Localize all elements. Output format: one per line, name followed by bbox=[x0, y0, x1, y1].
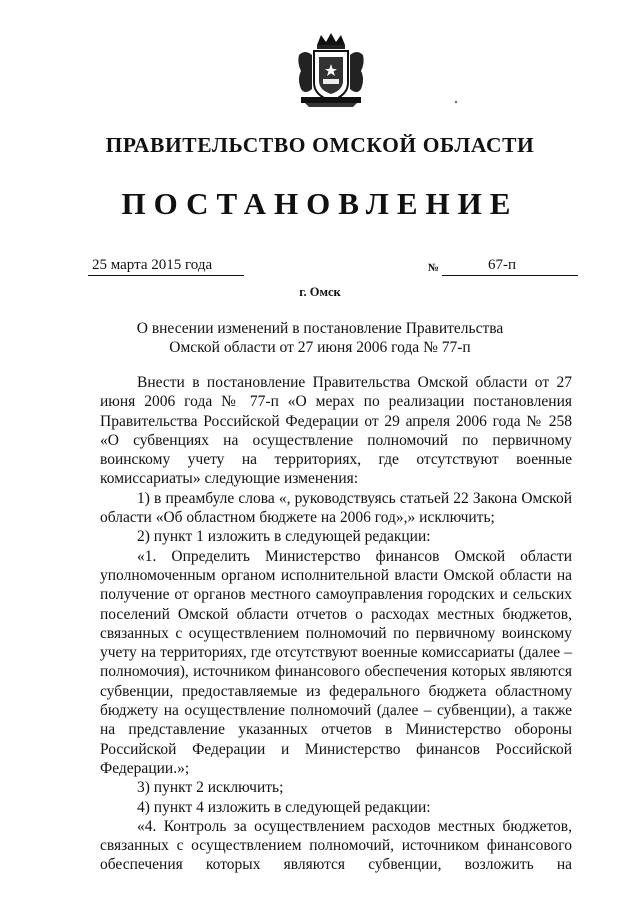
city: г. Омск bbox=[299, 285, 341, 299]
government-title: ПРАВИТЕЛЬСТВО ОМСКОЙ ОБЛАСТИ bbox=[105, 133, 535, 157]
quote-paragraph-4: «4. Контроль за осуществлением расходов местных бюджетов, связанных с осуществлением полномочий, источником финансового обеспечения которых являются субвенции, возложить на bbox=[100, 817, 572, 874]
quote-paragraph-1: «1. Определить Министерство финансов Омской области уполномоченным органом исполнительной власти Омской области на получение от органов местного самоуправления городских и сельских поселений Омской области отчетов о расходах местных бюджетов, связанных с осуществлением полномочий по первичному воинскому учету на территориях, где отсутствуют военные комиссариаты (далее – полномочия), источником финансового обеспечения которых являются субвенции, предоставляемые из федерального бюджета областному бюджету на осуществление полномочий (далее – субвенции), а также на представление указанных отчетов в Министерство обороны Российской Федерации и Министерство финансов Российской Федерации.»; bbox=[100, 547, 572, 777]
subject-line-2: Омской области от 27 июня 2006 года № 77-п bbox=[169, 339, 471, 356]
omsk-coat-of-arms-icon bbox=[295, 33, 367, 107]
scan-speck bbox=[455, 101, 457, 103]
subject-line-1: О внесении изменений в постановление Правительства bbox=[136, 320, 504, 337]
document-date: 25 марта 2015 года bbox=[88, 256, 244, 276]
item-3: 3) пункт 2 исключить; bbox=[137, 779, 284, 797]
item-1: 1) в преамбуле слова «, руководствуясь статьей 22 Закона Омской области «Об областном бюджете на 2006 год»,» исключить; bbox=[100, 489, 572, 527]
document-subject bbox=[100, 319, 540, 357]
document-body bbox=[100, 373, 572, 875]
intro-paragraph: Внести в постановление Правительства Омской области от 27 июня 2006 года № 77-п «О мерах по реализации постановления Правительства Российской Федерации от 29 апреля 2006 года № 258 «О субвенциях на осуществление полномочий по первичному воинскому учету на территориях, где отсутствуют военные комиссариаты» следующие изменения: bbox=[100, 374, 572, 488]
number-sign: № bbox=[428, 262, 440, 274]
document-number: 67-п bbox=[442, 256, 578, 276]
document-type: ПОСТАНОВЛЕНИЕ bbox=[121, 186, 519, 221]
item-2: 2) пункт 1 изложить в следующей редакции: bbox=[137, 528, 431, 546]
item-4: 4) пункт 4 изложить в следующей редакции: bbox=[137, 798, 431, 816]
